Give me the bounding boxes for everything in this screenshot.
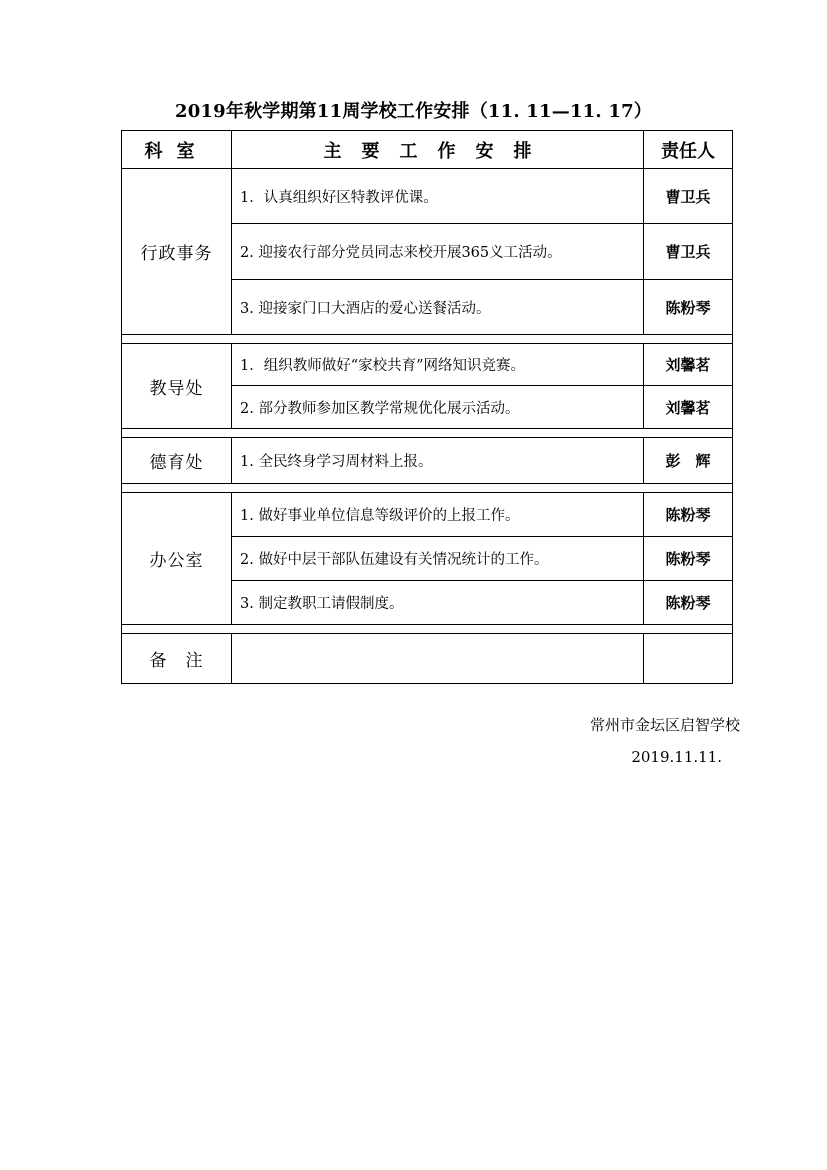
task-cell: 3. 迎接家门口大酒店的爱心送餐活动。 bbox=[232, 280, 644, 335]
task-cell: 1. 做好事业单位信息等级评价的上报工作。 bbox=[232, 493, 644, 537]
dept-cell: 德育处 bbox=[122, 438, 232, 484]
task-cell: 1. 全民终身学习周材料上报。 bbox=[232, 438, 644, 484]
school-name: 常州市金坛区启智学校 bbox=[589, 716, 740, 734]
task-cell: 1．认真组织好区特教评优课。 bbox=[232, 169, 644, 224]
table-row bbox=[122, 344, 733, 386]
header-row bbox=[122, 131, 733, 169]
table-row bbox=[122, 493, 733, 537]
owner-cell: 曹卫兵 bbox=[644, 224, 733, 280]
header-dept: 科室 bbox=[122, 131, 232, 169]
task-cell: 1．组织教师做好“家校共育”网络知识竞赛。 bbox=[232, 344, 644, 386]
header-task: 主要工作安排 bbox=[232, 131, 644, 169]
gap-row bbox=[122, 335, 733, 344]
gap-row bbox=[122, 625, 733, 634]
dept-cell: 办公室 bbox=[122, 493, 232, 625]
owner-cell: 陈粉琴 bbox=[644, 493, 733, 537]
schedule-table bbox=[121, 130, 733, 684]
page-title: 2019年秋学期第11周学校工作安排（11. 11—11. 17） bbox=[174, 101, 652, 122]
task-cell: 2. 迎接农行部分党员同志来校开展365义工活动。 bbox=[232, 224, 644, 280]
remarks-label: 备 注 bbox=[122, 634, 232, 684]
owner-cell: 陈粉琴 bbox=[644, 581, 733, 625]
owner-cell: 彭 辉 bbox=[644, 438, 733, 484]
header-owner: 责任人 bbox=[644, 131, 733, 169]
table-row bbox=[122, 438, 733, 484]
gap-row bbox=[122, 429, 733, 438]
gap-row bbox=[122, 484, 733, 493]
remarks-value bbox=[232, 634, 644, 684]
owner-cell: 刘馨茗 bbox=[644, 386, 733, 429]
task-cell: 3. 制定教职工请假制度。 bbox=[232, 581, 644, 625]
task-cell: 2. 做好中层干部队伍建设有关情况统计的工作。 bbox=[232, 537, 644, 581]
owner-cell: 陈粉琴 bbox=[644, 537, 733, 581]
table-row bbox=[122, 169, 733, 224]
task-cell: 2. 部分教师参加区教学常规优化展示活动。 bbox=[232, 386, 644, 429]
owner-cell: 曹卫兵 bbox=[644, 169, 733, 224]
remarks-row bbox=[122, 634, 733, 684]
dept-cell: 行政事务 bbox=[122, 169, 232, 335]
dept-cell: 教导处 bbox=[122, 344, 232, 429]
owner-cell: 陈粉琴 bbox=[644, 280, 733, 335]
owner-cell: 刘馨茗 bbox=[644, 344, 733, 386]
remarks-owner bbox=[644, 634, 733, 684]
issue-date: 2019.11.11. bbox=[631, 748, 722, 766]
